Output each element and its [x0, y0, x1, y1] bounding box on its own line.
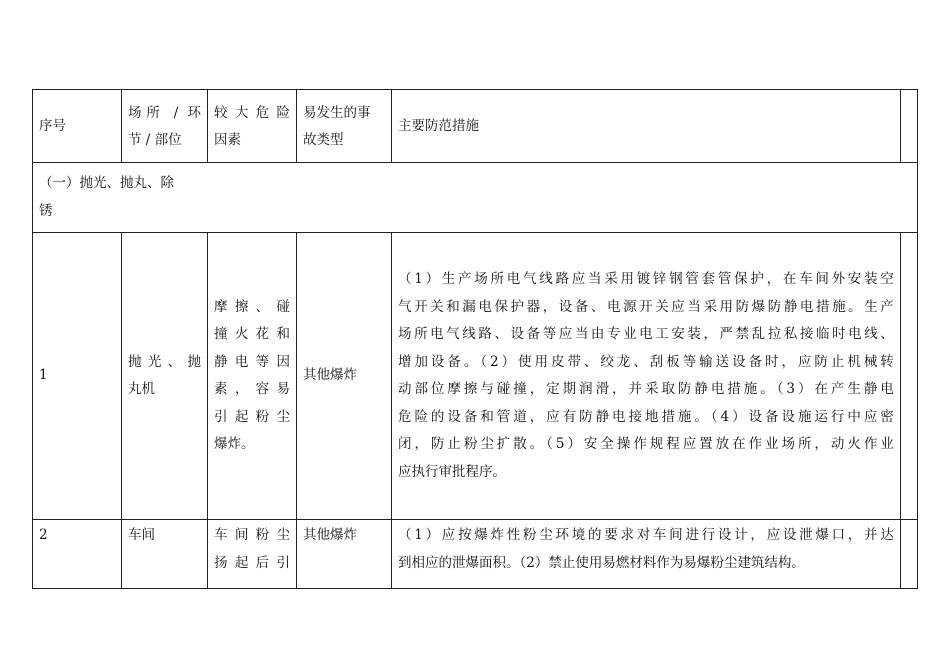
header-place-line: 场所 / 环	[128, 104, 201, 121]
hazard-table	[32, 89, 918, 589]
row-extra	[901, 233, 918, 520]
table-row	[33, 233, 918, 520]
measure-line: （1）应按爆炸性粉尘环境的要求对车间进行设计，应设泄爆口，并达	[398, 527, 894, 543]
row-hazard-line: 车间粉尘	[214, 527, 290, 543]
measure-line: 气开关和漏电保护器，设备、电源开关应当采用防爆防静电措施。生产	[398, 298, 894, 315]
header-seq: 序号	[33, 90, 122, 163]
row-seq: 2	[33, 520, 122, 589]
row-place	[122, 520, 208, 589]
header-accident-line: 故类型	[303, 132, 344, 148]
measure-line: 到相应的泄爆面积。（2）禁止使用易燃材料作为易爆粉尘建筑结构。	[398, 554, 805, 571]
header-hazard-line: 因素	[214, 132, 241, 148]
table-row	[33, 520, 918, 589]
header-accident-line: 易发生的事	[303, 104, 371, 121]
row-place-line: 抛光、抛	[128, 353, 201, 370]
measure-line: 动部位摩擦与碰撞，定期润滑，并采取防静电措施。（3）在产生静电	[398, 381, 894, 397]
measure-line: 应执行审批程序。	[398, 463, 506, 480]
row-hazard	[208, 520, 297, 589]
measure-line: 危险的设备和管道，应有防静电接地措施。（4）设备设施运行中应密	[398, 408, 894, 425]
row-hazard-line: 静电等因	[214, 353, 290, 370]
row-hazard-line: 爆炸。	[214, 436, 255, 452]
header-row	[33, 90, 918, 163]
row-hazard-line: 摩擦、碰	[214, 298, 290, 315]
header-hazard	[208, 90, 297, 163]
row-hazard-line: 撞火花和	[214, 326, 290, 342]
header-hazard-line: 较大危险	[214, 104, 290, 121]
section-row	[33, 163, 918, 233]
row-accident: 其他爆炸	[297, 520, 392, 589]
header-accident	[297, 90, 392, 163]
row-hazard-line: 素，容易	[214, 381, 290, 397]
header-measures: 主要防范措施	[392, 90, 901, 163]
measure-line: 增加设备。（2）使用皮带、绞龙、刮板等输送设备时，应防止机械转	[398, 353, 894, 370]
row-hazard	[208, 233, 297, 520]
measure-line: （1）生产场所电气线路应当采用镀锌钢管套管保护，在车间外安装空	[398, 271, 894, 287]
section-title	[33, 163, 918, 233]
row-extra	[901, 520, 918, 589]
header-place	[122, 90, 208, 163]
row-hazard-line: 引起粉尘	[214, 408, 290, 425]
row-place-line: 丸机	[128, 381, 155, 397]
row-place	[122, 233, 208, 520]
row-measures	[392, 520, 901, 589]
section-line: 锈	[39, 202, 53, 219]
row-measures	[392, 233, 901, 520]
section-line: （一）抛光、抛丸、除	[39, 175, 174, 191]
row-seq: 1	[33, 233, 122, 520]
row-place-line: 车间	[128, 527, 155, 543]
header-extra	[901, 90, 918, 163]
measure-line: 场所电气线路、设备等应当由专业电工安装，严禁乱拉私接临时电线、	[398, 326, 894, 342]
measure-line: 闭，防止粉尘扩散。（5）安全操作规程应置放在作业场所，动火作业	[398, 436, 894, 452]
header-place-line: 节 / 部位	[128, 132, 182, 148]
row-accident: 其他爆炸	[297, 233, 392, 520]
row-hazard-line: 扬起后引	[214, 554, 290, 571]
